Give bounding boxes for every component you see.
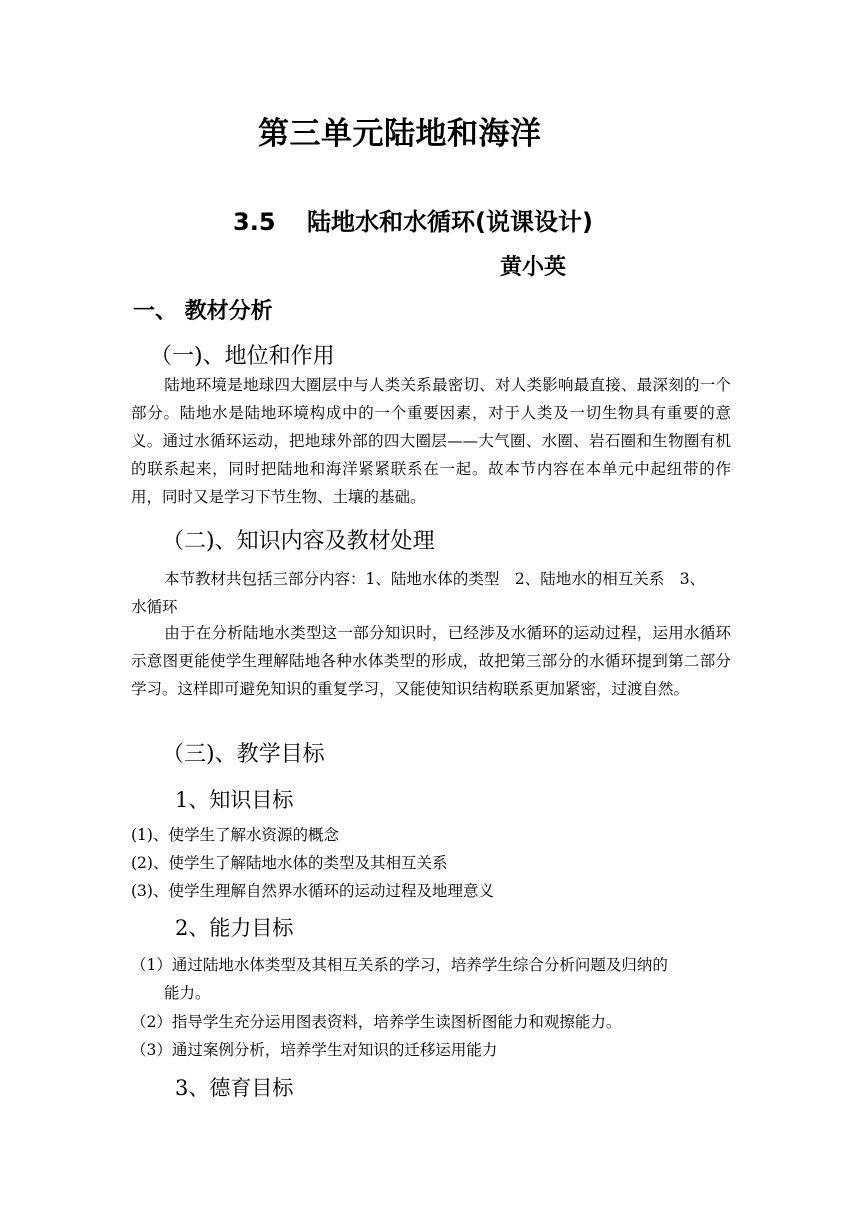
paragraph-text: 陆地环境是地球四大圈层中与人类关系最密切、对人类影响最直接、最深刻的一个部分。陆地水是陆地环境构成中的一个重要因素，对于人类及一切生物具有重要的意义。通过水循环运动，把地球外部的四大圈层——大气圈、水圈、岩石圈和生物圈有机的联系起来，同时把陆地和海洋紧紧联系在一起。故本节内容在本单元中起纽带的作用，同时又是学习下节生物、土壤的基础。 — [131, 376, 731, 506]
goal-heading-moral: 3、德育目标 — [175, 1076, 294, 1100]
content-line-2: 水循环 — [131, 598, 178, 616]
list-item: （2）指导学生充分运用图表资料，培养学生读图析图能力和观擦能力。 — [131, 1013, 622, 1031]
goal-heading-ability: 2、能力目标 — [175, 916, 294, 940]
paragraph-position — [131, 371, 731, 511]
list-item: (3)、使学生理解自然界水循环的运动过程及地理意义 — [131, 882, 494, 900]
lesson-title: 陆地水和水循环(说课设计) — [307, 208, 593, 236]
lesson-number: 3.5 — [233, 208, 276, 236]
lesson-heading — [233, 202, 593, 237]
unit-title: 第三单元陆地和海洋 — [258, 116, 542, 152]
section-heading-textbook-analysis: 一、 教材分析 — [133, 299, 273, 324]
list-item-continuation: 能力。 — [164, 984, 211, 1002]
paragraph-content-processing — [131, 619, 731, 703]
list-item: (2)、使学生了解陆地水体的类型及其相互关系 — [131, 854, 448, 872]
subsection-heading-goals: （三)、教学目标 — [162, 742, 325, 767]
subsection-heading-position: （一)、地位和作用 — [150, 344, 335, 369]
paragraph-text: 由于在分析陆地水类型这一部分知识时，已经涉及水循环的运动过程，运用水循环示意图更能使学生理解陆地各种水体类型的形成，故把第三部分的水循环提到第二部分学习。这样即可避免知识的重复学习，又能使知识结构联系更加紧密，过渡自然。 — [131, 624, 731, 698]
author-name: 黄小英 — [500, 255, 567, 280]
list-item: （1）通过陆地水体类型及其相互关系的学习，培养学生综合分析问题及归纳的 — [131, 956, 668, 974]
subsection-heading-content: （二)、知识内容及教材处理 — [162, 529, 435, 554]
content-line-1: 本节教材共包括三部分内容：1、陆地水体的类型 2、陆地水的相互关系 3、 — [164, 570, 706, 588]
list-item: (1)、使学生了解水资源的概念 — [131, 826, 339, 844]
list-item: （3）通过案例分析，培养学生对知识的迁移运用能力 — [131, 1041, 498, 1059]
goal-heading-knowledge: 1、知识目标 — [175, 788, 294, 812]
